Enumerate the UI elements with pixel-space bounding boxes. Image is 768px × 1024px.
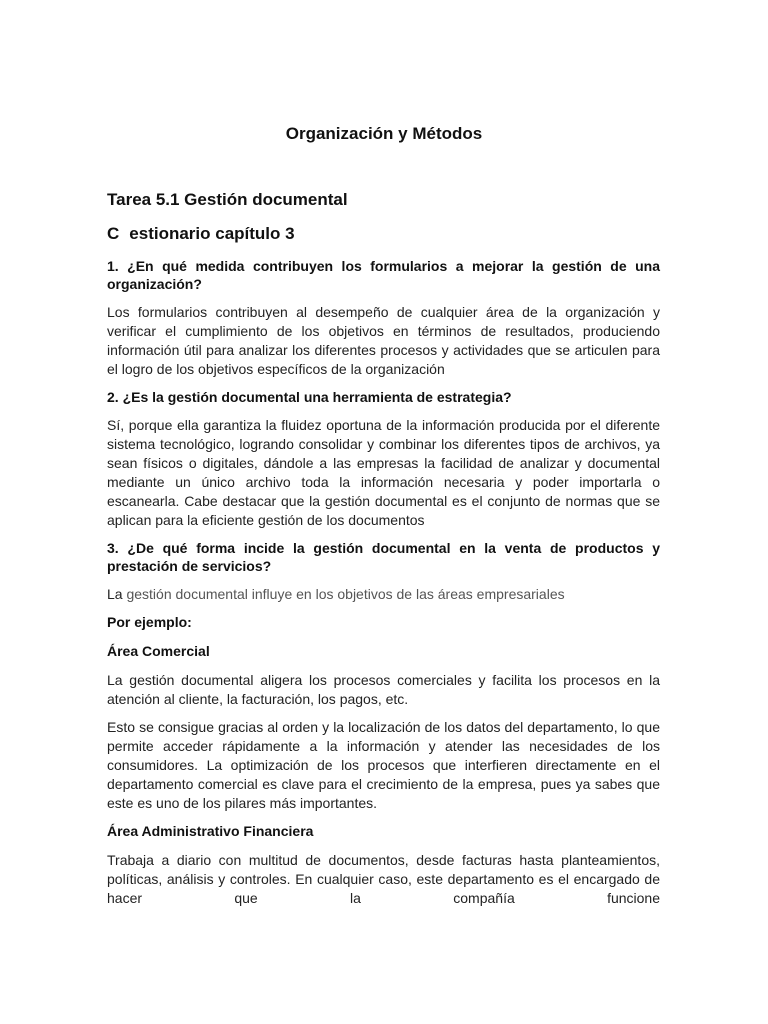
example-label: Por ejemplo: [107,614,192,630]
document-title: Organización y Métodos [285,124,483,143]
quiz-heading-initial: C [107,224,120,243]
area-admin-heading: Área Administrativo Financiera [107,823,314,839]
answer-3-lead: La [107,586,123,602]
question-1: 1. ¿En qué medida contribuyen los formularios a mejorar la gestión de una organización? [107,258,660,292]
quiz-heading-rest: estionario capítulo 3 [129,224,295,243]
commercial-paragraph-1: La gestión documental aligera los procesos comerciales y facilita los procesos en la atención al cliente, la facturación, los pagos, etc. [107,672,660,707]
answer-2: Sí, porque ella garantiza la fluidez oportuna de la información producida por el diferente sistema tecnológico, logrando consolidar y combinar los diferentes tipos de archivos, ya sean físicos o digitales, dándole a las empresas la facilidad de analizar y documental mediante un único archivo toda la información necesaria y poder importarla o escanearla. Cabe destacar que la gestión documental es el conjunto de normas que se aplican para la eficiente gestión de los documentos [107,417,660,528]
task-heading: Tarea 5.1 Gestión documental [107,190,348,209]
answer-3 [107,585,660,604]
commercial-paragraph-2: Esto se consigue gracias al orden y la localización de los datos del departamento, lo que permite acceder rápidamente a la información y atender las necesidades de los consumidores. La optimización de los procesos que interfieren directamente en el departamento comercial es clave para el crecimiento de la empresa, pues ya sabes que este es uno de los pilares más importantes. [107,719,660,811]
document-body [107,189,660,917]
quiz-heading [107,223,660,245]
question-3: 3. ¿De qué forma incide la gestión documental en la venta de productos y prestación de servicios? [107,540,660,574]
question-2: 2. ¿Es la gestión documental una herramienta de estrategia? [107,389,512,405]
answer-1: Los formularios contribuyen al desempeño de cualquier área de la organización y verificar el cumplimiento de los objetivos en términos de resultados, produciendo información útil para analizar los diferentes procesos y actividades que se articulen para el logro de los objetivos específicos de la organización [107,304,660,377]
admin-paragraph-1: Trabaja a diario con multitud de documentos, desde facturas hasta planteamientos, políticas, análisis y controles. En cualquier caso, este departamento es el encargado de hacer que la compañía funcione [107,852,660,906]
answer-3-rest: gestión documental influye en los objetivos de las áreas empresariales [122,586,565,602]
area-commercial-heading: Área Comercial [107,643,210,659]
